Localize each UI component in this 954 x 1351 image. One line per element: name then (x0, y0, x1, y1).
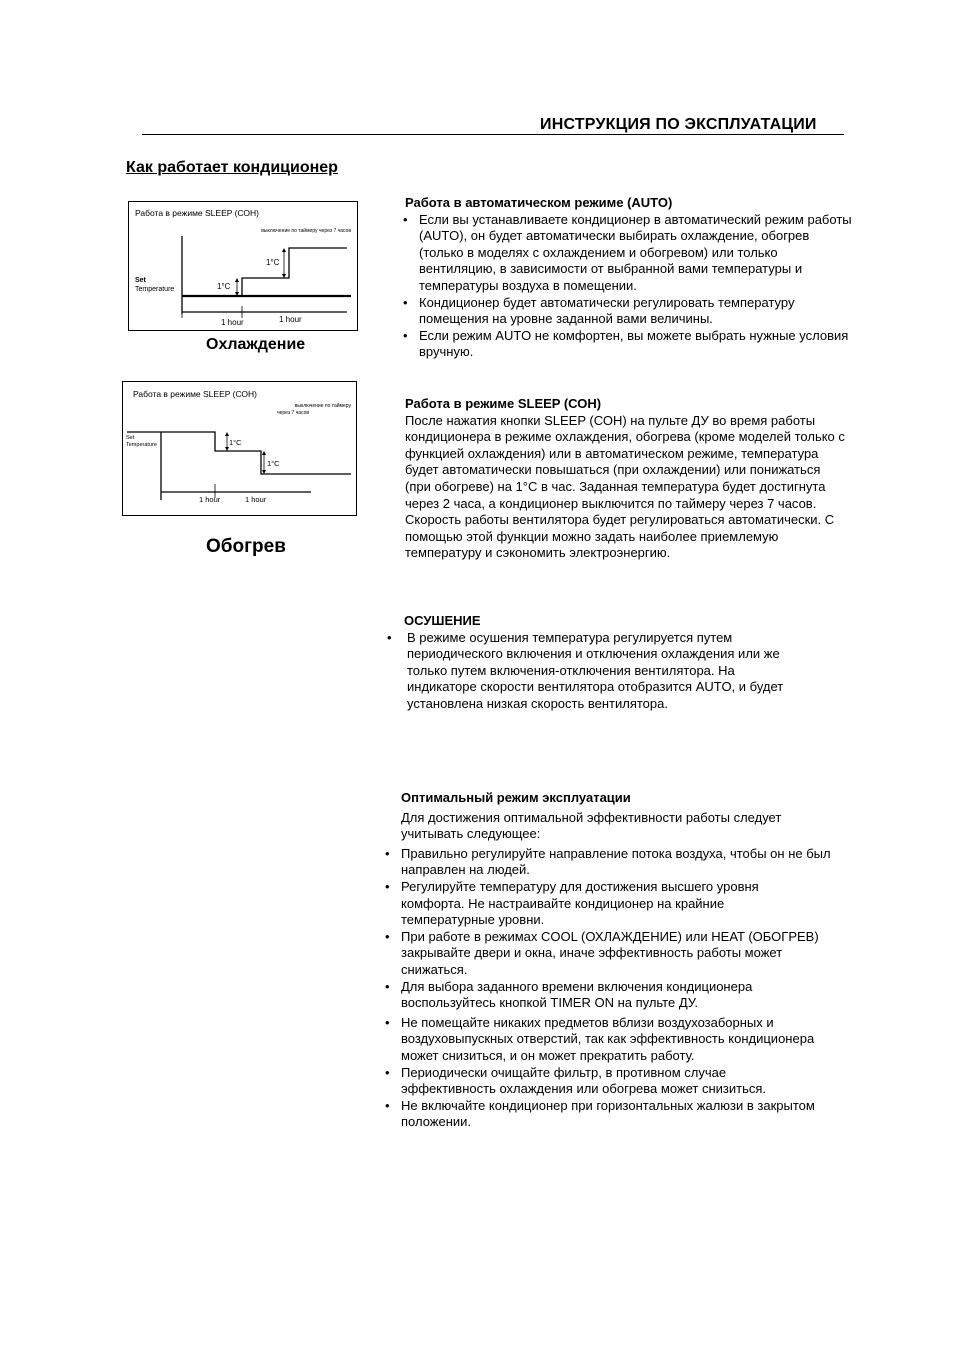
cooling-caption: Охлаждение (206, 336, 306, 353)
cooling-step-2-label: 1°C (266, 258, 280, 267)
heating-timer-note-1: выключение по таймеру (294, 403, 351, 409)
auto-mode-list (403, 212, 853, 361)
heating-diagram-title: Работа в режиме SLEEP (СОН) (133, 389, 257, 399)
dry-mode-title: ОСУШЕНИЕ (404, 613, 481, 628)
heating-temperature-label: Temperature (126, 442, 157, 448)
sleep-mode-section (405, 396, 845, 562)
list-item: • Если вы устанавливаете кондиционер в автоматический режим работы (AUTO), он будет автоматически выбирать охлаждение, обогрев (только в моделях с охлаждением и обогревом) или только вентиляцию, в зависимости от выбранной вами температуры и температуры воздуха в помещении. (403, 212, 853, 295)
cooling-diagram (128, 201, 358, 331)
heating-step-2-label: 1°C (267, 459, 280, 468)
header-divider (142, 134, 844, 135)
list-item: • Правильно регулируйте направление потока воздуха, чтобы он не был направлен на людей. (385, 846, 855, 879)
heating-caption: Обогрев (206, 536, 286, 557)
cooling-diagram-graph (129, 202, 357, 330)
optimal-mode-intro: Для достижения оптимальной эффективности работы следует учитывать следующее: (401, 809, 782, 842)
cooling-temperature-label: Temperature (135, 286, 175, 293)
page-header-title: ИНСТРУКЦИЯ ПО ЭКСПЛУАТАЦИИ (540, 116, 817, 133)
heating-hour-2: 1 hour (245, 495, 267, 504)
optimal-mode-list (385, 846, 855, 1131)
heating-set-label: Set (126, 435, 135, 441)
sleep-mode-title: Работа в режиме SLEEP (СОН) (405, 396, 602, 411)
heating-step-1-label: 1°C (229, 438, 242, 447)
auto-mode-section (403, 195, 853, 361)
list-item: • Регулируйте температуру для достижения высшего уровня комфорта. Не настраивайте кондиционер на крайние температурные уровни. (385, 879, 806, 929)
cooling-hour-2: 1 hour (279, 315, 302, 324)
optimal-mode-section (385, 790, 855, 1131)
list-item: • При работе в режимах COOL (ОХЛАЖДЕНИЕ) или HEAT (ОБОГРЕВ) закрывайте двери и окна, иначе эффективность работы может снижаться. (385, 929, 821, 979)
list-item: • Не помещайте никаких предметов вблизи воздухозаборных и воздуховыпускных отверстий, так как эффективность кондиционера может снизиться, и он может прекратить работу. (385, 1015, 846, 1065)
optimal-mode-title: Оптимальный режим эксплуатации (401, 790, 631, 805)
list-item: • В режиме осушения температура регулируется путем периодического включения и отключения охлаждения или же только путем включения-отключения вентилятора. На индикаторе скорости вентилятора отобразится AUTO, и будет установлена низкая скорость вентилятора. (387, 630, 807, 713)
list-item: • Периодически очищайте фильтр, в противном случае эффективность охлаждения или обогрева может снизиться. (385, 1065, 821, 1098)
section-title: Как работает кондиционер (126, 159, 338, 176)
heating-hour-1: 1 hour (199, 495, 221, 504)
auto-mode-title: Работа в автоматическом режиме (AUTO) (405, 195, 673, 210)
heating-timer-note-2: через 7 часов (277, 410, 310, 416)
cooling-step-1-label: 1°C (217, 282, 231, 291)
list-item: • Для выбора заданного времени включения кондиционера воспользуйтесь кнопкой TIMER ON на пульте ДУ. (385, 979, 821, 1012)
heating-diagram-graph (123, 382, 356, 515)
list-item: • Если режим AUTO не комфортен, вы можете выбрать нужные условия вручную. (403, 328, 853, 361)
cooling-diagram-title: Работа в режиме SLEEP (СОН) (135, 208, 259, 218)
cooling-timer-note: выключение по таймеру через 7 часов (261, 228, 351, 234)
cooling-set-label: Set (135, 277, 146, 284)
dry-mode-list (387, 630, 807, 713)
cooling-step-line (182, 248, 347, 296)
heating-diagram (122, 381, 357, 516)
dry-mode-section (387, 613, 807, 713)
list-item: • Не включайте кондиционер при горизонтальных жалюзи в закрытом положении. (385, 1098, 821, 1131)
list-item: • Кондиционер будет автоматически регулировать температуру помещения на уровне заданной вами величины. (403, 295, 853, 328)
sleep-mode-text: После нажатия кнопки SLEEP (СОН) на пульте ДУ во время работы кондиционера в режиме охлаждения, обогрева (кроме моделей только с функцией охлаждения) или в автоматическом режиме, температура будет автоматически повышаться (при охлаждении) или понижаться (при обогреве) на 1°С в час. Заданная температура будет достигнута через 2 часа, а кондиционер выключится по таймеру через 7 часов. Скорость работы вентилятора будет регулироваться автоматически. С помощью этой функции можно задать наиболее приемлемую температуру и сэкономить электроэнергию. (405, 412, 845, 561)
cooling-hour-1: 1 hour (221, 318, 244, 327)
